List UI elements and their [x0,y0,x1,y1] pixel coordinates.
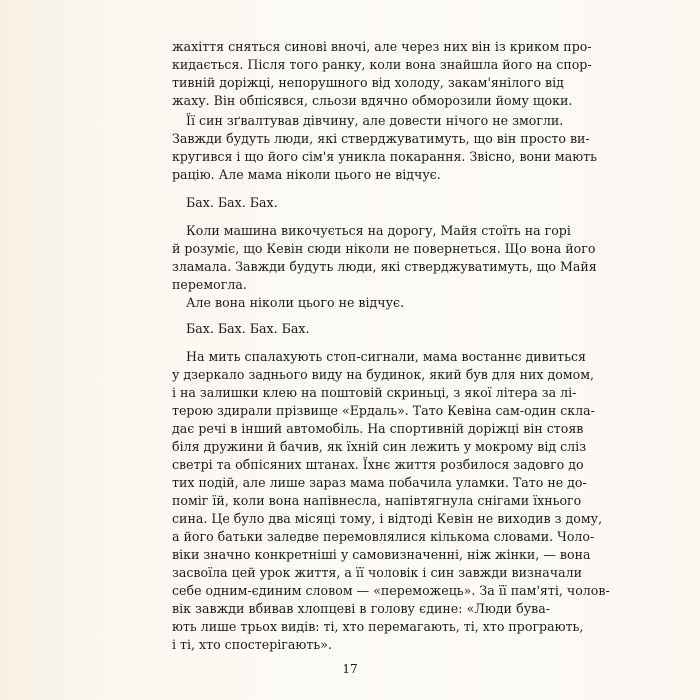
text-line: поміг їй, коли вона напівнесла, напівтягнула снігами їхнього [172,493,582,508]
text-line: жаху. Він обпісявся, сльози вдячно обморозили йому щоки. [172,93,573,108]
text-line: Бах. Бах. Бах. [186,195,278,210]
text-line: дає речі в інший автомобіль. На спортивній доріжці він стояв [172,421,584,436]
text-line: у дзеркало заднього виду на будинок, який був для них домом, [172,367,595,382]
text-line: і на залишки клею на поштовій скриньці, з якої літера за лі- [172,385,577,400]
text-line: біля дружини й бачив, як їхній син лежить у мокрому від сліз [172,439,587,454]
text-line: сина. Це було два місяці тому, і відтоді Кевін не виходив з дому, [172,511,603,526]
text-line: ють лише трьох видів: ті, хто перемагають, ті, хто програють, [172,619,584,634]
text-line: Її син зґвалтував дівчину, але довести нічого не змогли. [186,113,564,128]
text-line: віки значно конкретніші у самовизначенні, ніж жінки, — вона [172,547,591,562]
text-line: Але вона ніколи цього не відчує. [186,295,405,310]
text-line: себе одним-єдиним словом — «переможець». За її пам'яті, чолов- [172,583,610,598]
text-line: тих подій, але лише зараз мама побачила уламки. Тато не до- [172,475,587,490]
text-line: зламала. Завжди будуть люди, які стверджуватимуть, що Майя [172,259,597,274]
text-line: і ті, хто спостерігають». [172,637,332,652]
text-line: вік завжди вбивав хлопцеві в голову єдине: «Люди бува- [172,601,550,616]
text-line: й розуміє, що Кевін сюди ніколи не повернеться. Що вона його [172,241,596,256]
text-line: а його батьки заледве перемовлялися кількома словами. Чоло- [172,529,595,544]
text-line: кругився і що його сім'я уникла покарання. Звісно, вони мають [172,149,597,164]
text-line: Коли машина викочується на дорогу, Майя стоїть на горі [186,223,571,238]
text-line: На мить спалахують стоп-сигнали, мама востаннє дивиться [186,349,586,364]
text-line: засвоїла цей урок життя, а її чоловік і син завжди визначали [172,565,582,580]
page-number: 17 [342,662,358,676]
text-line: тивній доріжці, непорушного від холоду, закам'янілого від [172,75,564,90]
text-line: рацію. Але мама ніколи цього не відчує. [172,167,441,182]
text-line: кидається. Після того ранку, коли вона знайшла його на спор- [172,57,592,72]
text-line: терою здирали прізвище «Ердаль». Тато Кевіна сам-один скла- [172,403,595,418]
text-line: Завжди будуть люди, які стверджуватимуть, що він просто ви- [172,131,590,146]
text-line: Бах. Бах. Бах. Бах. [186,321,310,336]
text-line: перемогла. [172,277,247,292]
text-line: жахіття сняться синові вночі, але через них він із криком про- [172,39,592,54]
text-line: светрі та обпісяних штанах. Їхнє життя розбилося задовго до [172,457,584,472]
